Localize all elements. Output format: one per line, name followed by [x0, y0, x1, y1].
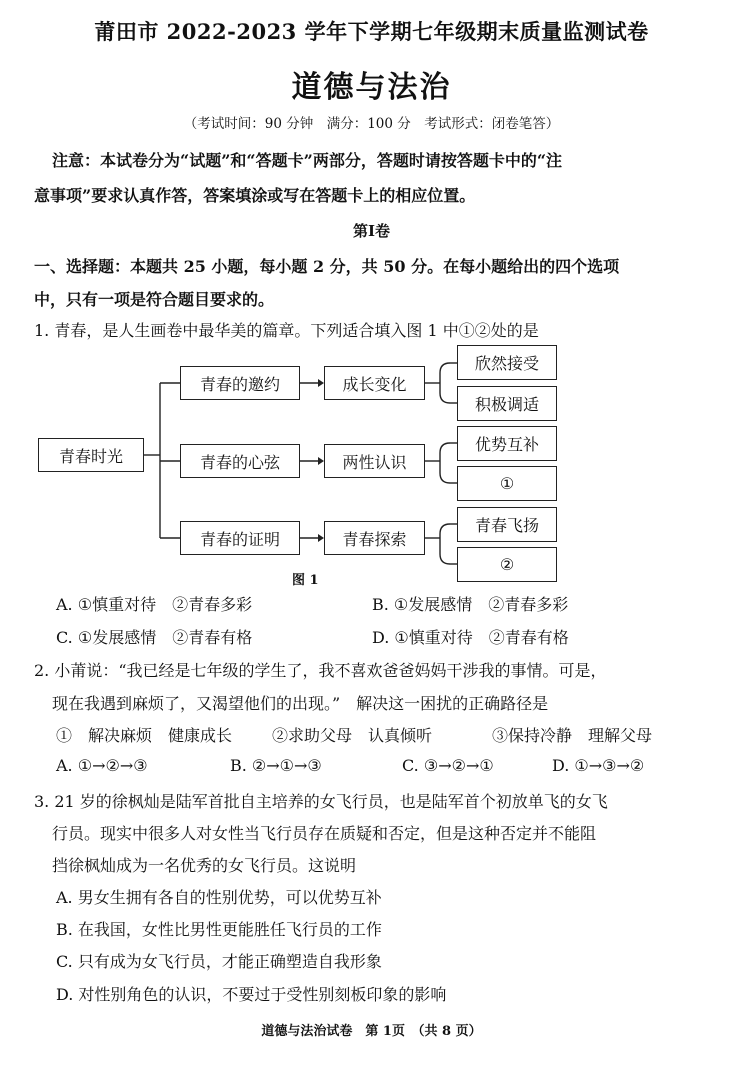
q3-option-b: B. 在我国，女性比男性更能胜任飞行员的工作 [56, 920, 382, 939]
q1-option-b: B. ①发展感情 ②青春多彩 [372, 595, 569, 614]
figure-caption: 图 1 [292, 573, 319, 588]
diagram-branch-1: 青春的邀约 [180, 366, 300, 400]
diagram-sub-2: 两性认识 [324, 444, 425, 478]
q2-option-d: D. ①→③→② [552, 756, 645, 775]
diagram-sub-1: 成长变化 [324, 366, 425, 400]
q2-item-1: ① 解决麻烦 健康成长 [56, 726, 233, 745]
subject-title: 道德与法治 [291, 70, 452, 105]
diagram-leaf-1a: 欣然接受 [457, 345, 557, 380]
q2-item-3: ③保持冷静 理解父母 [492, 726, 653, 745]
diagram-branch-3: 青春的证明 [180, 521, 300, 555]
q3-option-a: A. 男女生拥有各自的性别优势，可以优势互补 [56, 888, 382, 907]
diagram-leaf-1b: 积极调适 [457, 386, 557, 421]
q1-stem: 1. 青春，是人生画卷中最华美的篇章。下列适合填入图 1 中①②处的是 [34, 321, 539, 340]
q3-option-d: D. 对性别角色的认识，不要过于受性别刻板印象的影响 [56, 985, 447, 1004]
diagram-sub-3: 青春探索 [324, 521, 425, 555]
part1-intro-line-2: 中，只有一项是符合题目要求的。 [34, 290, 275, 309]
q2-stem-line-1: 2. 小莆说：“我已经是七年级的学生了，我不喜欢爸爸妈妈干涉我的事情。可是， [34, 661, 607, 680]
diagram-root-box: 青春时光 [38, 438, 144, 472]
q2-option-b: B. ②→①→③ [230, 756, 322, 775]
q2-option-a: A. ①→②→③ [56, 756, 148, 775]
q3-stem-line-2: 行员。现实中很多人对女性当飞行员存在质疑和否定，但是这种否定并不能阻 [52, 824, 597, 843]
q2-item-2: ②求助父母 认真倾听 [272, 726, 433, 745]
section-title: 第Ⅰ卷 [352, 222, 391, 240]
diagram-leaf-3b-blank: ② [457, 547, 557, 582]
page-footer: 道德与法治试卷 第 1页 （共 8 页） [261, 1024, 482, 1039]
q1-option-a: A. ①慎重对待 ②青春多彩 [56, 595, 253, 614]
q2-option-c: C. ③→②→① [402, 756, 494, 775]
diagram-leaf-2b-blank: ① [457, 466, 557, 501]
notice-line-1: 注意：本试卷分为“试题”和“答题卡”两部分，答题时请按答题卡中的“注 [52, 151, 563, 170]
q2-stem-line-2: 现在我遇到麻烦了，又渴望他们的出现。” 解决这一困扰的正确路径是 [52, 694, 549, 713]
q1-option-c: C. ①发展感情 ②青春有格 [56, 628, 253, 647]
diagram-leaf-2a: 优势互补 [457, 426, 557, 461]
diagram-branch-2: 青春的心弦 [180, 444, 300, 478]
notice-line-2: 意事项”要求认真作答，答案填涂或写在答题卡上的相应位置。 [34, 186, 476, 205]
q3-stem-line-1: 3. 21 岁的徐枫灿是陆军首批自主培养的女飞行员，也是陆军首个初放单飞的女飞 [34, 792, 608, 811]
q3-stem-line-3: 挡徐枫灿成为一名优秀的女飞行员。这说明 [52, 856, 357, 875]
part1-intro-line-1: 一、选择题：本题共 25 小题，每小题 2 分，共 50 分。在每小题给出的四个选项 [34, 257, 620, 276]
exam-title: 莆田市 2022-2023 学年下学期七年级期末质量监测试卷 [94, 19, 649, 44]
exam-info: （考试时间：90 分钟 满分：100 分 考试形式：闭卷笔答） [183, 116, 560, 132]
q3-option-c: C. 只有成为女飞行员，才能正确塑造自我形象 [56, 952, 382, 971]
q1-option-d: D. ①慎重对待 ②青春有格 [372, 628, 569, 647]
diagram-leaf-3a: 青春飞扬 [457, 507, 557, 542]
